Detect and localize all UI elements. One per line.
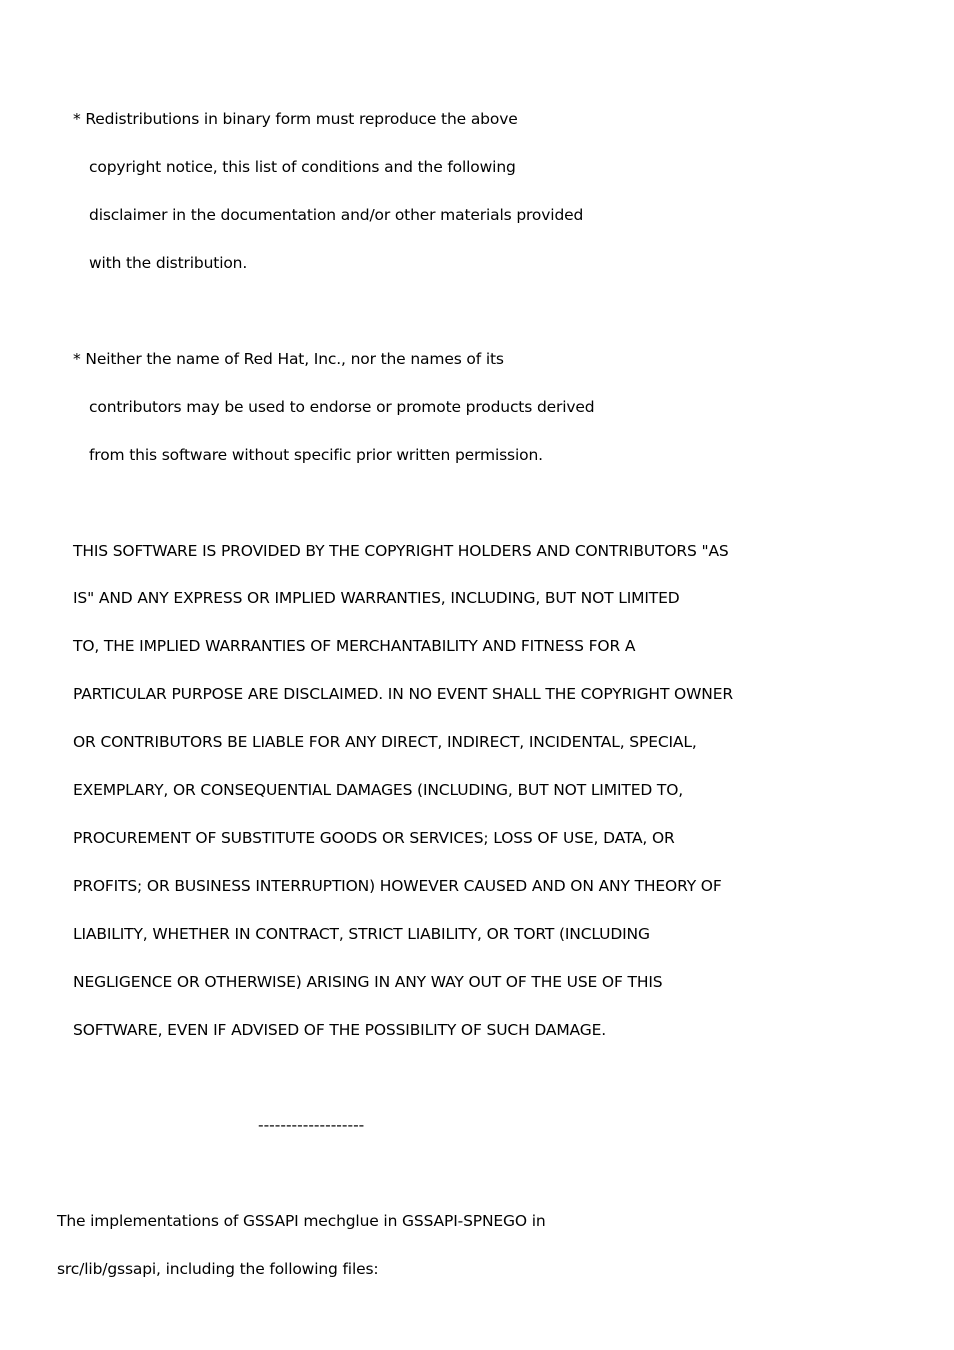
implementations-line: src/lib/gssapi, including the following files: [57, 1260, 379, 1278]
clause-name-line: contributors may be used to endorse or promote products derived [89, 398, 595, 416]
disclaimer-line: LIABILITY, WHETHER IN CONTRACT, STRICT LIABILITY, OR TORT (INCLUDING [73, 925, 650, 943]
disclaimer-line: NEGLIGENCE OR OTHERWISE) ARISING IN ANY WAY OUT OF THE USE OF THIS [73, 973, 663, 991]
clause-name-line: * Neither the name of Red Hat, Inc., nor the names of its [73, 350, 504, 368]
disclaimer-line: PROFITS; OR BUSINESS INTERRUPTION) HOWEVER CAUSED AND ON ANY THEORY OF [73, 877, 722, 895]
implementations-line: The implementations of GSSAPI mechglue in GSSAPI-SPNEGO in [57, 1212, 546, 1230]
clause-name-line: from this software without specific prior written permission. [89, 446, 543, 464]
clause-binary-line: with the distribution. [89, 254, 248, 272]
clause-binary-line: disclaimer in the documentation and/or other materials provided [89, 206, 584, 224]
disclaimer-line: THIS SOFTWARE IS PROVIDED BY THE COPYRIGHT HOLDERS AND CONTRIBUTORS "AS [73, 542, 729, 560]
clause-binary-line: copyright notice, this list of conditions and the following [89, 158, 516, 176]
disclaimer-line: SOFTWARE, EVEN IF ADVISED OF THE POSSIBILITY OF SUCH DAMAGE. [73, 1021, 607, 1039]
section-separator: ------------------- [258, 1116, 365, 1134]
disclaimer-line: IS" AND ANY EXPRESS OR IMPLIED WARRANTIES, INCLUDING, BUT NOT LIMITED [73, 589, 680, 607]
disclaimer-line: TO, THE IMPLIED WARRANTIES OF MERCHANTABILITY AND FITNESS FOR A [73, 637, 636, 655]
disclaimer-line: OR CONTRIBUTORS BE LIABLE FOR ANY DIRECT, INDIRECT, INCIDENTAL, SPECIAL, [73, 733, 697, 751]
clause-binary-line: * Redistributions in binary form must reproduce the above [73, 110, 518, 128]
disclaimer-line: PARTICULAR PURPOSE ARE DISCLAIMED. IN NO EVENT SHALL THE COPYRIGHT OWNER [73, 685, 733, 703]
disclaimer-line: EXEMPLARY, OR CONSEQUENTIAL DAMAGES (INCLUDING, BUT NOT LIMITED TO, [73, 781, 684, 799]
disclaimer-line: PROCUREMENT OF SUBSTITUTE GOODS OR SERVICES; LOSS OF USE, DATA, OR [73, 829, 675, 847]
